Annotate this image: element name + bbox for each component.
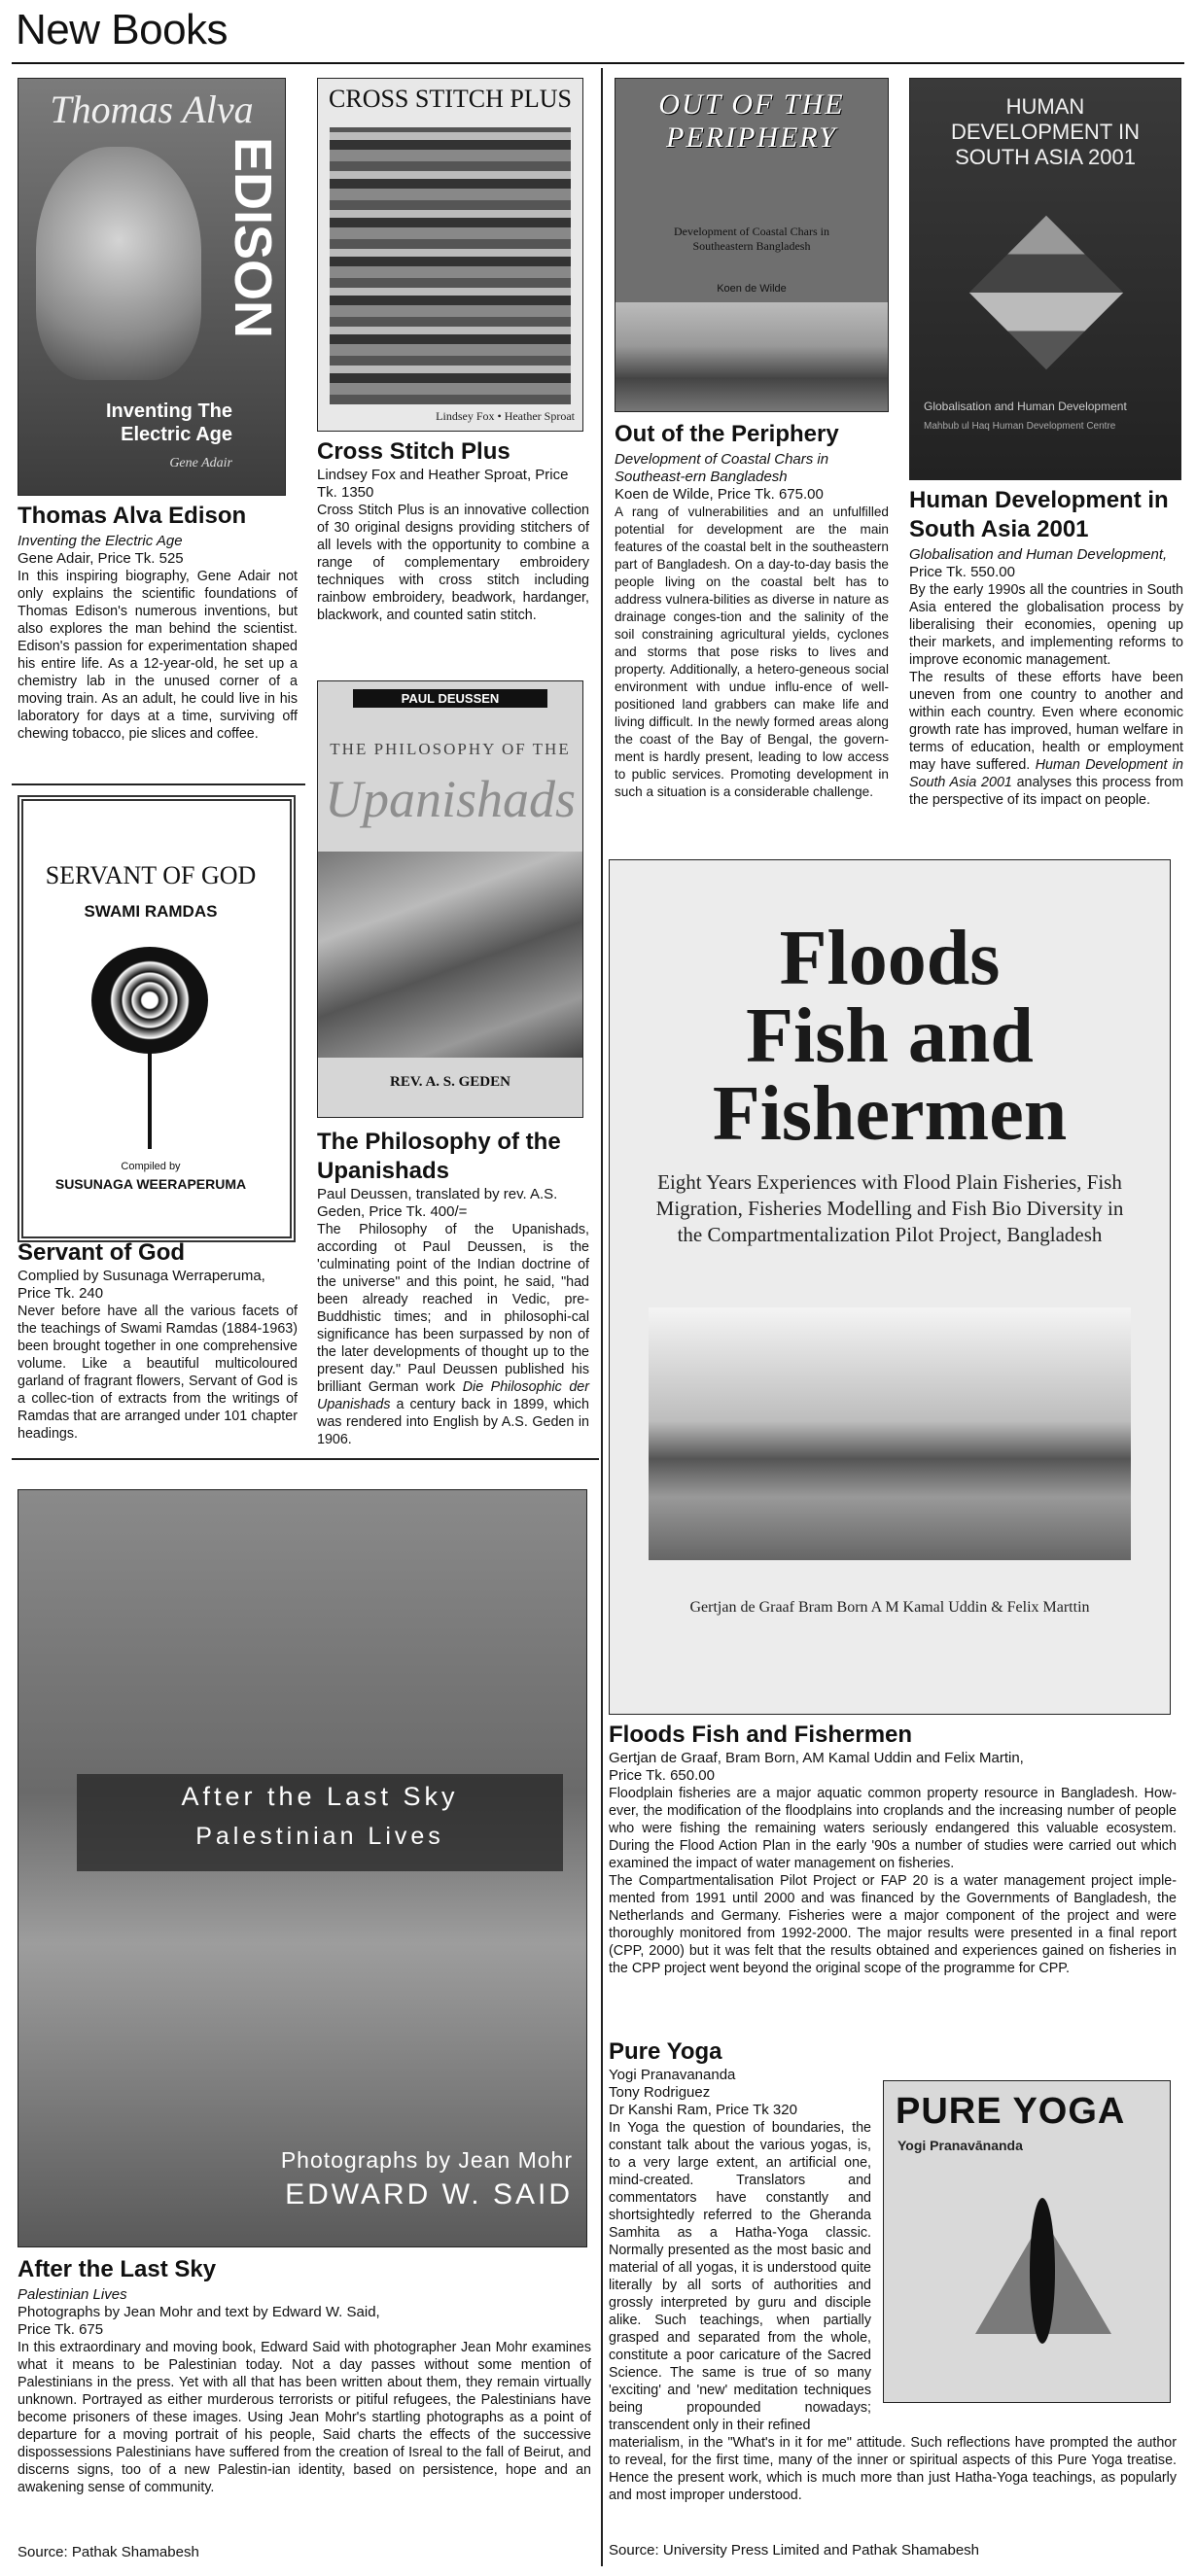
book-subtitle: Development of Coastal Chars in Southeast-ern Bangladesh: [615, 451, 829, 485]
yoga-text: [609, 2037, 1177, 2504]
book-meta: Paul Deussen, translated by rev. A.S. Geden, Price Tk. 400/=: [317, 1186, 558, 1220]
book-body: In this inspiring biography, Gene Adair not only explains the scientific foundations of Thomas Edison's numerous inventions, but also explores the man behind the scientist. Edison's passion for experimentation shaped his entire life. As a 12-year-old, he set up a chemistry lab in the unused corner of a moving train. As an adult, he could live in his laboratory for days at a time, surviving off chewing tobacco, pie slices and coffee.: [18, 569, 298, 742]
periphery-text: [615, 420, 889, 801]
book-body: Floodplain fisheries are a major aquatic common property resource in Bangladesh. How-ever, the modification of the floodplains into croplands and the increasing number of people who were fishing the remaining waters seriously endangered this valuable ecosystem. During the Flood Action Plan in the early '90s a number of studies were carried out which examined the impact of water management on fisheries.: [609, 1786, 1177, 1871]
book-price: Dr Kanshi Ram, Price Tk 320: [609, 2102, 797, 2118]
book-subtitle: Inventing the Electric Age: [18, 533, 183, 549]
book-meta: Yogi Pranavananda: [609, 2067, 736, 2083]
book-body: The Philosophy of the Upanishads, according ot Paul Deussen, is the 'culminating point of the Indian doctrine of the universe" and this point, he said, "had been already reached in Vedic, pre-Buddhistic times; and in philosophi-cal significance has been surpassed by non of the later developments of thought up to the present day." Paul Deussen published his brilliant German work Die Philosophic der Upanishads a century back in 1899, which was rendered into English by A.S. Geden in 1906.: [317, 1222, 589, 1447]
book-title: After the Last Sky: [18, 2256, 217, 2282]
book-meta: Photographs by Jean Mohr and text by Edward W. Said,: [18, 2304, 380, 2320]
book-meta: Price Tk. 550.00: [909, 564, 1015, 580]
book-body: Cross Stitch Plus is an innovative collection of 30 original designs providing stitchers of all levels with the opportunity to combine a range of complementary embroidery techniques with cross stitch including rainbow embroidery, beadwork, hardanger, blackwork, and counted satin stitch.: [317, 503, 589, 623]
upanishads-cover: PAUL DEUSSEN THE PHILOSOPHY OF THE Upanishads REV. A. S. GEDEN: [317, 680, 583, 1118]
boat-photo: [649, 1307, 1131, 1560]
book-title: Thomas Alva Edison: [18, 503, 247, 529]
floods-cover: Floods Fish and Fishermen Eight Years Experiences with Flood Plain Fisheries, Fish Migration, Fisheries Modelling and Fish Bio Diversity in the Compartmentalization Pilot Project, Bangladesh Gertjan de Graaf Bram Born A M Kamal Uddin & Felix Marttin: [609, 859, 1171, 1715]
book-title: Servant of God: [18, 1239, 186, 1266]
floods-text: [609, 1721, 1177, 1977]
book-title: Cross Stitch Plus: [317, 438, 510, 465]
edison-text: [18, 502, 298, 743]
rose-image: [91, 947, 208, 1054]
upanishads-text: [317, 1128, 589, 1448]
book-meta: Gene Adair, Price Tk. 525: [18, 550, 184, 567]
book-body: By the early 1990s all the countries in South Asia entered the globalisation process by liberalising their economies, opening up their markets, and implementing reforms to improve economic management.: [909, 582, 1183, 668]
book-meta: Tony Rodriguez: [609, 2084, 711, 2101]
edison-cover: Thomas Alva EDISON Inventing The Electric Age Gene Adair: [18, 78, 286, 496]
sampler-image: [330, 127, 571, 404]
diamond-graphic: [969, 216, 1123, 369]
book-meta: Koen de Wilde, Price Tk. 675.00: [615, 486, 824, 503]
landscape-image: [616, 302, 888, 411]
lastsky-text: [18, 2255, 591, 2496]
book-subtitle: Palestinian Lives: [18, 2286, 127, 2303]
servant-text: [18, 1238, 298, 1443]
humandev-cover: HUMAN DEVELOPMENT IN SOUTH ASIA 2001 Globalisation and Human Development Mahbub ul Haq Human Development Centre: [909, 78, 1181, 480]
book-body: materialism, in the "What's in it for me" attitude. Such reflections have prompted the author to reveal, for the first time, many of the inner or spiritual aspects of this Pure Yoga treatise. Hence the present work, which is much more than just Hatha-Yoga teachings, as popularly and most improper understood.: [609, 2435, 1177, 2503]
crossstitch-cover: CROSS STITCH PLUS Lindsey Fox • Heather Sproat: [317, 78, 583, 432]
yoga-cover: PURE YOGA Yogi Pranavānanda: [883, 2080, 1171, 2403]
book-body: Never before have all the various facets of the teachings of Swami Ramdas (1884-1963) been brought together in one comprehensive volume. Like a beautiful multicoloured garland of fragrant flowers, Servant of God is a collec-tion of extracts from the writings of Ramdas that are arranged under 101 chapter headings.: [18, 1304, 298, 1442]
book-body: In this extraordinary and moving book, Edward Said with photographer Jean Mohr examines what it means to be Palestinian today. Not a day passes without some mention of Palestinians in the press. Yet with all that has been written about them, they remain virtually unknown. Portrayed as either murderous terrorists or pitiful refugees, the Palestinians have become prisoners of these images. Using Jean Mohr's startling photographs as a point of departure for a moving portrait of his people, Said charts the effects of the successive dispossessions Palestinians have suffered from the creation of Isreal to the fall of Beirut, and discerns signs, too of a new Palestin-ian identity, based on persistence, hope and an awakening sense of community.: [18, 2340, 591, 2495]
book-subtitle: Globalisation and Human Development,: [909, 546, 1168, 563]
book-body: In Yoga the question of boundaries, the constant talk about the various yogas, is, to a very large extent, an artificial one, mind-created. Translators and commentators have constantly and shortsightedly referred to the Gheranda Samhita as a Hatha-Yoga classic. Normally presented as the most basic and material of all yogas, it is understood quite literally by all sorts of authorities and grossly interpreted by guru and disciple alike. Such teachings, when partially grasped and separated from the whole, constitute a poor caricature of the Sacred Science. The same is true of so many 'exciting' and 'new' meditation techniques being propounded nowadays; transcendent only in their refined: [609, 2120, 871, 2433]
center-divider: [601, 68, 603, 2566]
portrait-image: [36, 147, 201, 380]
book-meta: Lindsey Fox and Heather Sproat, Price Tk. 1350: [317, 467, 569, 501]
rose-stem: [148, 1052, 152, 1149]
book-body: The results of these efforts have been uneven from one country to another and within each country. Even where economic growth rate has improved, human welfare in terms of education, health or employment may have suffered. Human Development in South Asia 2001 analyses this process from the perspective of its impact on people.: [909, 670, 1183, 808]
book-title: The Philosophy of the Upanishads: [317, 1129, 561, 1184]
divider-servant: [12, 1458, 599, 1460]
gathering-photo: [318, 852, 582, 1058]
book-body: A rang of vulnerabilities and an unfulfilled potential for development are the main features of the coastal belt in the southeastern part of Bangladesh. On a day-to-day basis the people living on the coastal belt has to address vulnera-bilities as diverse in nature as drainage conges-tion and the salinity of the soil constraining agricultural yields, cyclones and storms that pose risks to lives and property. Additionally, a hetero-geneous social environment with undue influ-ence of well-positioned land grabbers can make life and living difficult. In the newly formed areas along the coast of the Bay of Bengal, the govern-ment is hardly present, leading to low access to public services. Promoting development in such a situation is a considerable challenge.: [615, 505, 889, 799]
source-left: Source: Pathak Shamabesh: [18, 2544, 199, 2560]
lastsky-cover: After the Last Sky Palestinian Lives Photographs by Jean Mohr EDWARD W. SAID: [18, 1489, 587, 2247]
source-right: Source: University Press Limited and Pathak Shamabesh: [609, 2542, 980, 2559]
periphery-cover: OUT OF THE PERIPHERY Development of Coastal Chars in Southeastern Bangladesh Koen de Wilde: [615, 78, 889, 412]
divider-edison: [12, 783, 305, 785]
book-price: Price Tk. 675: [18, 2321, 104, 2338]
book-body: The Compartmentalisation Pilot Project or FAP 20 is a water management project imple-mented from 1991 until 2000 and was financed by the Governments of Bangladesh, the Netherlands and Germany. Fisheries were a major component of the project and were thoroughly monitored from 1992-2000. The major results were presented in a final report (CPP, 2000) but it was felt that the results obtained and experiences gained on fisheries in the CPP project went beyond the original scope of the programme for CPP.: [609, 1873, 1177, 1976]
book-meta: Complied by Susunaga Werraperuma, Price Tk. 240: [18, 1268, 265, 1302]
book-title: Floods Fish and Fishermen: [609, 1722, 913, 1748]
book-meta: Gertjan de Graaf, Bram Born, AM Kamal Uddin and Felix Martin,: [609, 1750, 1024, 1766]
book-title: Out of the Periphery: [615, 421, 839, 447]
humandev-text: [909, 486, 1183, 809]
book-price: Price Tk. 650.00: [609, 1767, 715, 1784]
book-title: Pure Yoga: [609, 2038, 722, 2065]
book-title: Human Development in South Asia 2001: [909, 487, 1169, 542]
servant-cover: SERVANT OF GOD SWAMI RAMDAS Compiled by SUSUNAGA WEERAPERUMA: [18, 795, 296, 1242]
crossstitch-text: [317, 437, 589, 624]
page-title: New Books: [16, 6, 229, 53]
header-rule: [12, 62, 1184, 64]
